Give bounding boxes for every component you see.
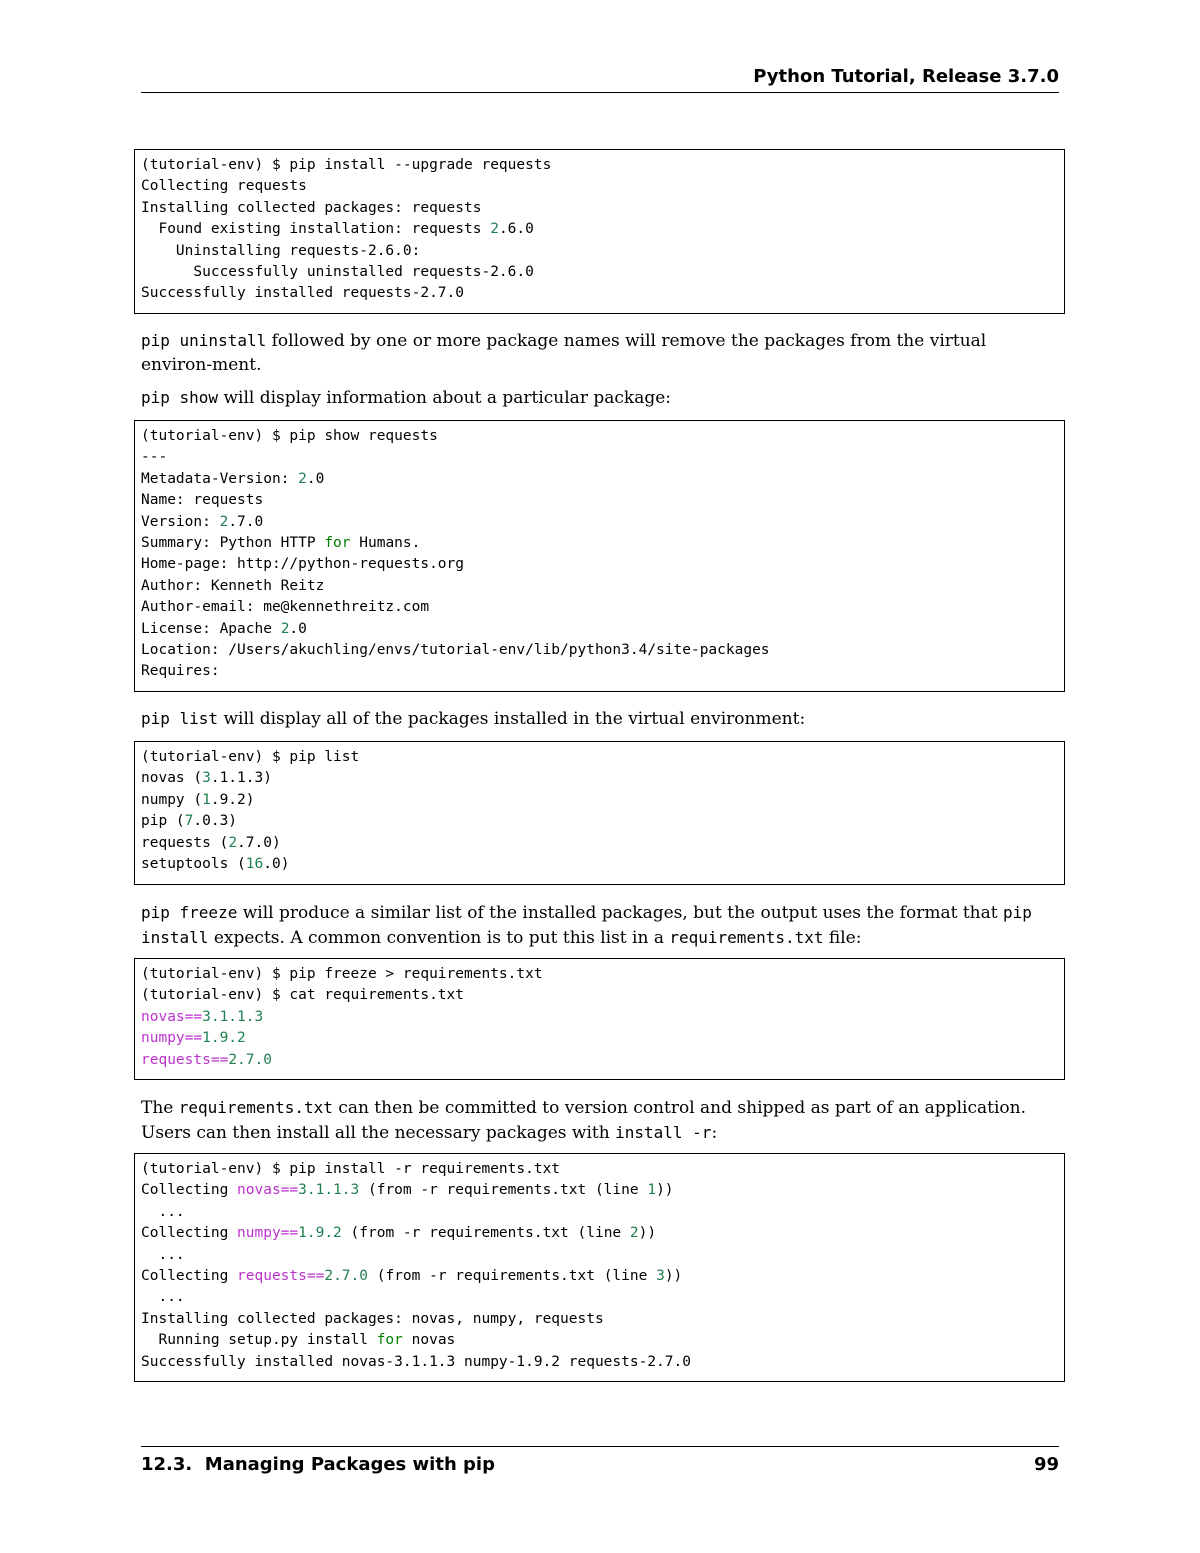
paragraph-freeze [141,901,1059,950]
inline-code: pip uninstall [141,331,267,350]
code-line: Found existing installation: requests 2.6.0 [141,221,534,238]
code-line: Author: Kenneth Reitz [141,577,325,594]
code-line: Successfully uninstalled requests-2.6.0 [141,263,534,280]
code-line: Uninstalling requests-2.6.0: [141,242,421,259]
paragraph-text: expects. A common convention is to put this list in a [208,927,670,948]
code-line: (tutorial-env) $ pip install --upgrade requests [141,157,552,173]
paragraph-text: The [141,1098,179,1118]
code-line: Successfully installed novas-3.1.1.3 numpy-1.9.2 requests-2.7.0 [141,1353,691,1370]
inline-code: pip list [141,709,219,728]
footer-rule [141,1446,1059,1447]
code-line: Metadata-Version: 2.0 [141,470,325,487]
code-block-list [134,741,1065,885]
code-line: requests==2.7.0 [141,1051,272,1068]
code-line: Installing collected packages: novas, numpy, requests [141,1310,604,1327]
code-block-install-r [134,1153,1065,1382]
footer-section-title: 12.3. Managing Packages with pip [141,1454,495,1475]
code-line: pip (7.0.3) [141,813,238,830]
code-line: Author-email: me@kennethreitz.com [141,599,430,616]
page-number: 99 [1033,1454,1059,1475]
code-line: numpy==1.9.2 [141,1030,246,1047]
code-line: Requires: [141,663,220,680]
code-line: Installing collected packages: requests [141,199,482,216]
code-line: Successfully installed requests-2.7.0 [141,285,465,302]
code-line: (tutorial-env) $ cat requirements.txt [141,987,465,1004]
inline-code: requirements.txt [669,927,824,947]
paragraph-text: will produce a similar list of the installed packages, but the output uses the format that [237,903,1003,923]
inline-code: install -r [615,1122,712,1142]
code-line: Version: 2.7.0 [141,513,264,530]
code-line: (tutorial-env) $ pip freeze > requirements.txt [141,966,543,982]
paragraph-uninstall [141,329,1059,377]
code-line: numpy (1.9.2) [141,791,255,808]
code-line: Collecting novas==3.1.1.3 (from -r requirements.txt (line 1)) [141,1182,674,1199]
code-line: Home-page: http://python-requests.org [141,556,465,573]
code-line: Collecting requests [141,178,307,195]
code-line: (tutorial-env) $ pip install -r requirements.txt [141,1161,561,1177]
paragraph-text: will display all of the packages installed in the virtual environment: [218,709,806,729]
code-block-upgrade [134,149,1065,314]
inline-code: requirements.txt [178,1098,333,1117]
paragraph-text: followed by one or more package names will remove the packages from the virtual environ-ment. [141,331,987,375]
header-rule [141,92,1059,93]
code-line: novas (3.1.1.3) [141,770,272,787]
code-line: Collecting numpy==1.9.2 (from -r requirements.txt (line 2)) [141,1225,657,1242]
paragraph-text: can then be committed to version control and shipped as part of an application. Users can then install all the necessary packages with [141,1098,1026,1143]
code-block-show [134,420,1065,692]
code-block-freeze [134,958,1065,1080]
code-line: ... [141,1246,185,1263]
code-line: License: Apache 2.0 [141,620,307,637]
code-line: Running setup.py install for novas [141,1332,456,1349]
paragraph-text: file: [823,927,862,948]
paragraph-requirements [141,1096,1059,1145]
code-line: Location: /Users/akuchling/envs/tutorial-env/lib/python3.4/site-packages [141,641,770,658]
inline-code: pip show [141,388,219,407]
code-line: --- [141,449,168,466]
code-line: Summary: Python HTTP for Humans. [141,534,421,551]
inline-code: pip freeze [141,903,238,922]
paragraph-text: : [711,1122,718,1143]
paragraph-text: will display information about a particular package: [218,388,671,408]
code-line: setuptools (16.0) [141,855,290,872]
code-line: ... [141,1289,185,1306]
code-line: requests (2.7.0) [141,834,281,851]
code-line: Name: requests [141,492,264,509]
paragraph-list [141,707,1059,732]
paragraph-show [141,386,1059,411]
code-line: novas==3.1.1.3 [141,1008,264,1025]
code-line: (tutorial-env) $ pip list [141,749,360,765]
running-header: Python Tutorial, Release 3.7.0 [753,66,1059,87]
code-line: ... [141,1203,185,1220]
inline-code: pip install [141,903,1032,947]
code-line: Collecting requests==2.7.0 (from -r requirements.txt (line 3)) [141,1267,683,1284]
code-line: (tutorial-env) $ pip show requests [141,428,438,444]
